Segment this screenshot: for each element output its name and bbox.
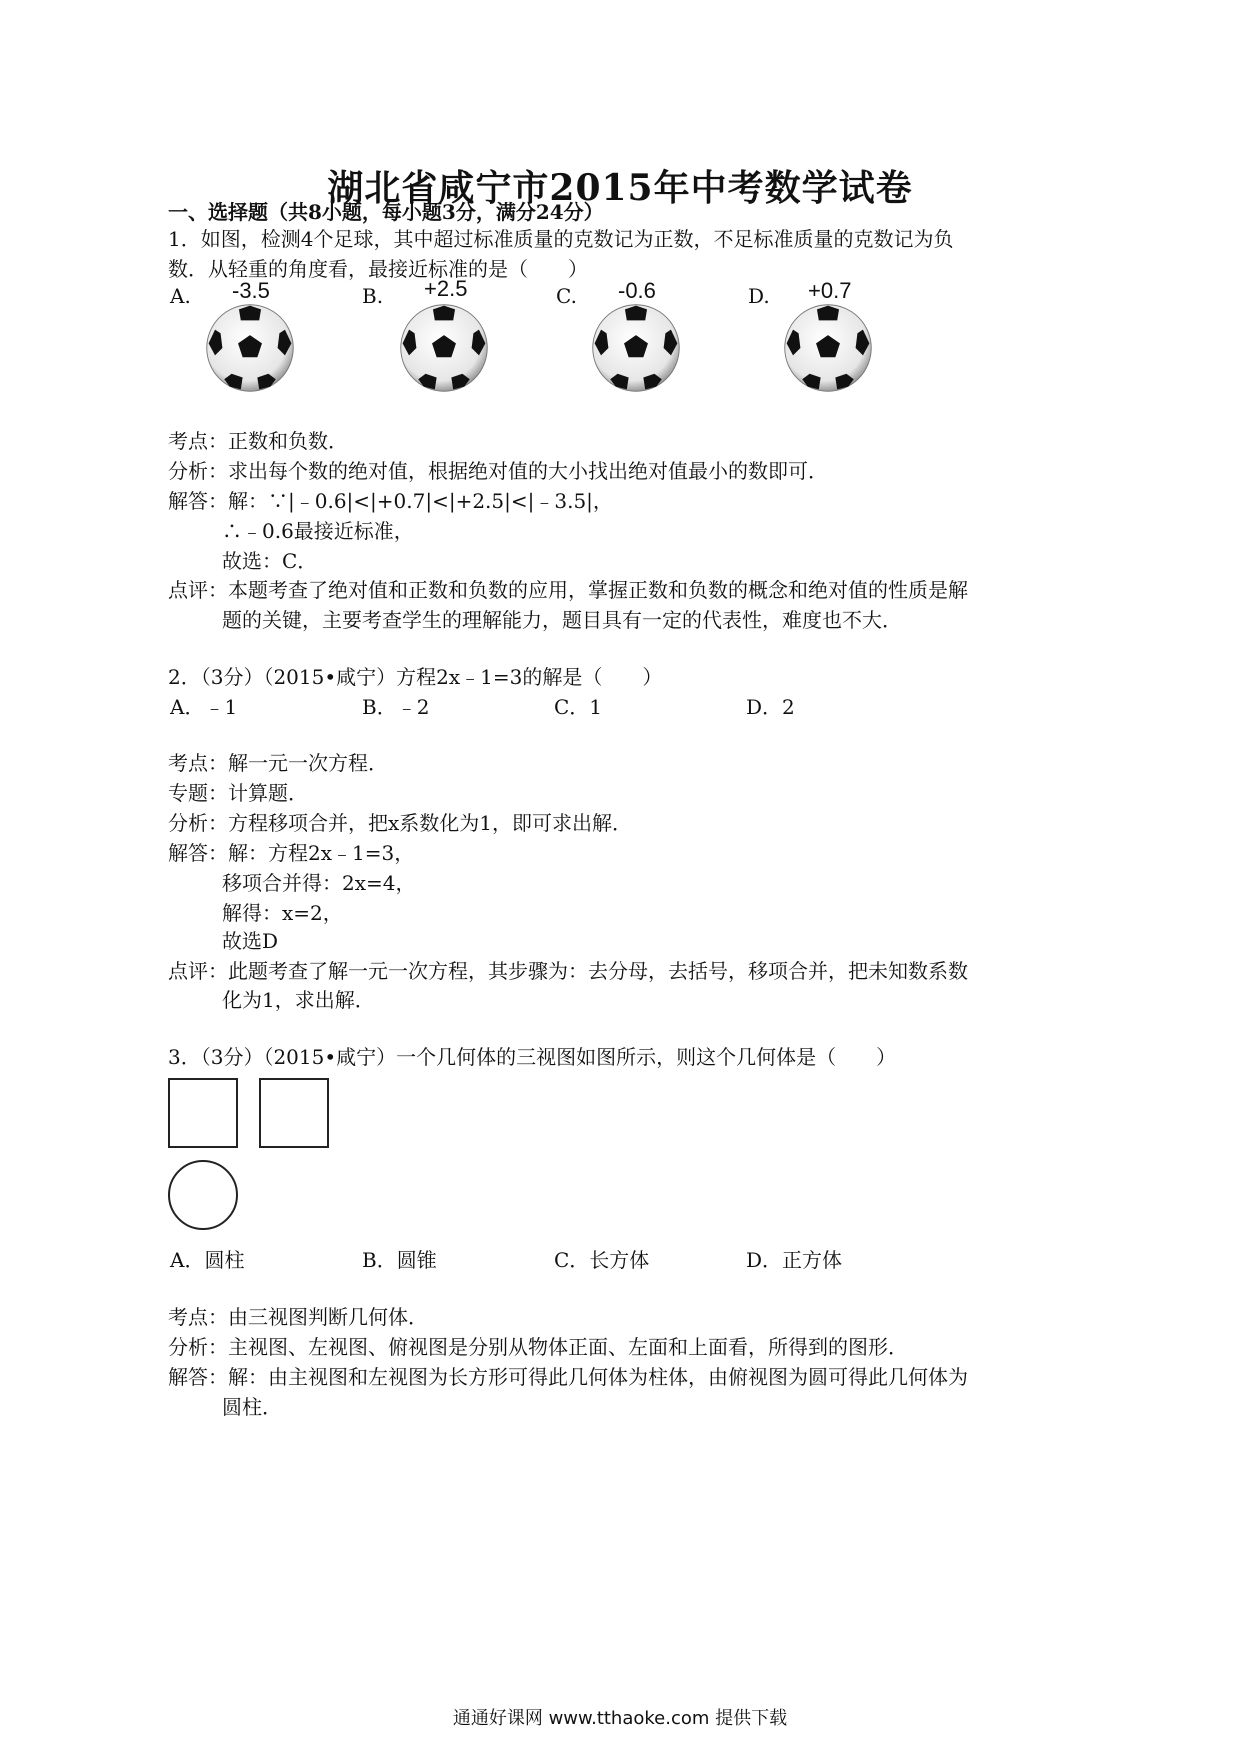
q1-kaodian: 考点：正数和负数．: [168, 429, 348, 453]
q2-jieda-line4: 故选D: [222, 929, 279, 953]
q1-jieda-line2: ∴﹣0.6最接近标准，: [222, 519, 414, 543]
q1-option-value: -3.5: [232, 278, 270, 303]
q1-fenxi: 分析：求出每个数的绝对值，根据绝对值的大小找出绝对值最小的数即可．: [168, 459, 828, 483]
q1-stem-line1: 1．如图，检测4个足球，其中超过标准质量的克数记为正数，不足标准质量的克数记为负: [168, 227, 954, 251]
q3-fenxi: 分析：主视图、左视图、俯视图是分别从物体正面、左面和上面看，所得到的图形．: [168, 1335, 908, 1359]
front-view-square: [168, 1078, 238, 1148]
q2-option-c: C．1: [554, 695, 603, 719]
top-view-circle: [168, 1160, 238, 1230]
q2-fenxi: 分析：方程移项合并，把x系数化为1，即可求出解．: [168, 811, 633, 835]
q1-option-label: D.: [748, 284, 770, 308]
q2-kaodian: 考点：解一元一次方程．: [168, 751, 388, 775]
soccer-ball-icon: [204, 302, 296, 394]
soccer-ball-icon: [782, 302, 874, 394]
q2-option-b: B．﹣2: [362, 695, 430, 719]
q3-option-b: B．圆锥: [362, 1248, 437, 1272]
q2-jieda-line1: 解答：解：方程2x﹣1=3，: [168, 841, 415, 865]
q2-dianping-line2: 化为1，求出解．: [222, 988, 375, 1012]
q1-option-value: +2.5: [424, 276, 468, 301]
q1-option-label: B.: [362, 284, 384, 308]
q1-jieda-line3: 故选：C．: [222, 549, 318, 573]
q3-stem: 3．（3分）（2015•咸宁）一个几何体的三视图如图所示，则这个几何体是（ ）: [168, 1045, 897, 1069]
q2-option-a: A．﹣1: [170, 695, 238, 719]
footer-credit: 通通好课网 www.tthaoke.com 提供下载: [452, 1708, 788, 1729]
page-title: 湖北省咸宁市2015年中考数学试卷: [327, 167, 913, 209]
q2-jieda-line2: 移项合并得：2x=4，: [222, 871, 416, 895]
q3-kaodian: 考点：由三视图判断几何体．: [168, 1305, 428, 1329]
q3-option-a: A．圆柱: [170, 1248, 245, 1272]
q3-option-d: D．正方体: [746, 1248, 843, 1272]
q1-option-label: C.: [556, 284, 577, 308]
side-view-square: [259, 1078, 329, 1148]
q2-zhuanti: 专题：计算题．: [168, 781, 308, 805]
q3-option-c: C．长方体: [554, 1248, 650, 1272]
q1-dianping-line1: 点评：本题考查了绝对值和正数和负数的应用，掌握正数和负数的概念和绝对值的性质是解: [168, 578, 968, 602]
q1-option-label: A.: [170, 284, 191, 308]
q1-stem-line2: 数．从轻重的角度看，最接近标准的是（ ）: [168, 257, 588, 281]
q1-dianping-line2: 题的关键，主要考查学生的理解能力，题目具有一定的代表性，难度也不大．: [222, 608, 902, 632]
q2-dianping-line1: 点评：此题考查了解一元一次方程，其步骤为：去分母，去括号，移项合并，把未知数系数: [168, 959, 968, 983]
soccer-ball-icon: [398, 302, 490, 394]
section-heading: 一、选择题（共8小题，每小题3分，满分24分）: [168, 200, 604, 224]
q1-jieda-line1: 解答：解：∵|﹣0.6|<|+0.7|<|+2.5|<|﹣3.5|，: [168, 489, 613, 513]
q2-jieda-line3: 解得：x=2，: [222, 901, 343, 925]
q3-jieda-line1: 解答：解：由主视图和左视图为长方形可得此几何体为柱体，由俯视图为圆可得此几何体为: [168, 1365, 968, 1389]
q1-option-value: +0.7: [808, 278, 852, 303]
q2-stem: 2．（3分）（2015•咸宁）方程2x﹣1=3的解是（ ）: [168, 665, 663, 689]
q1-option-value: -0.6: [618, 278, 656, 303]
q2-option-d: D．2: [746, 695, 795, 719]
soccer-ball-icon: [590, 302, 682, 394]
q3-jieda-line2: 圆柱．: [222, 1395, 282, 1419]
